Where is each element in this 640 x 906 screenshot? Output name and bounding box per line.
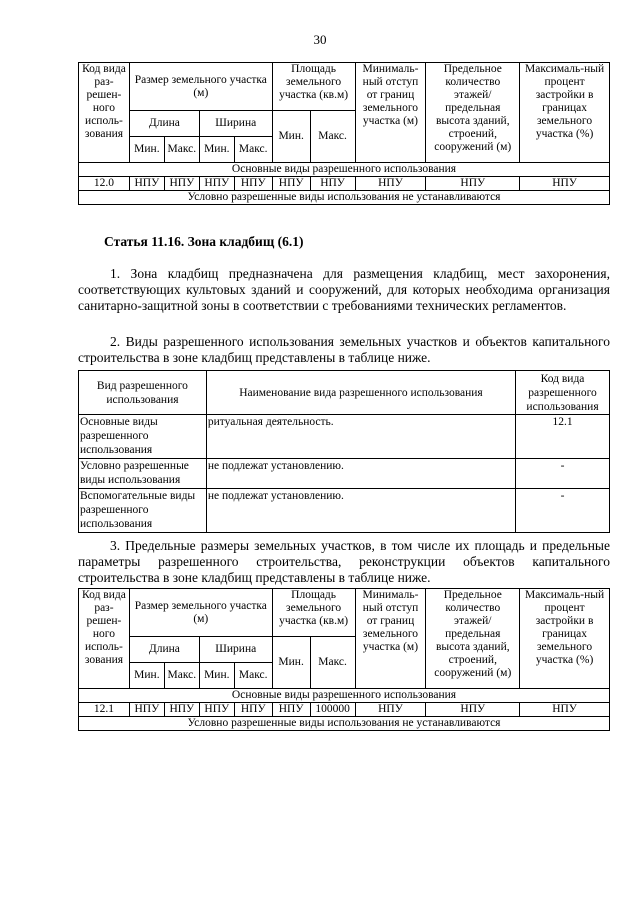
cell-coverage: НПУ: [520, 177, 610, 191]
cell-area-max: НПУ: [310, 177, 355, 191]
width-max-header: Макс.: [234, 663, 272, 689]
length-max-header: Макс.: [164, 663, 199, 689]
indent-header: Минималь-ный отступ от границ земельного участка (м): [355, 589, 426, 689]
width-max-header: Макс.: [234, 137, 272, 163]
table-row: [79, 459, 610, 489]
area-header: Площадь земельного участка (кв.м): [272, 63, 355, 111]
size-header: Размер земельного участка (м): [129, 63, 272, 111]
uses-header-name: Наименование вида разрешенного использования: [206, 371, 515, 415]
floors-header: Предельное количество этажей/ предельная высота зданий, строений, сооружений (м): [426, 589, 520, 689]
table-row: [79, 489, 610, 533]
length-max-header: Макс.: [164, 137, 199, 163]
cell-width-max: НПУ: [234, 177, 272, 191]
cell-coverage: НПУ: [520, 703, 610, 717]
cell-indent: НПУ: [355, 703, 426, 717]
uses-code: -: [516, 489, 610, 533]
length-min-header: Мин.: [129, 663, 164, 689]
table-row: [79, 415, 610, 459]
cell-indent: НПУ: [355, 177, 426, 191]
code-header: Код вида раз-решен-ного исполь-зования: [79, 589, 130, 689]
limits-table-2: [78, 588, 610, 731]
uses-name: не подлежат установлению.: [206, 489, 515, 533]
cell-area-min: НПУ: [272, 703, 310, 717]
length-header: Длина: [129, 637, 199, 663]
width-min-header: Мин.: [199, 137, 234, 163]
table-row: [79, 703, 610, 717]
area-max-header: Макс.: [310, 111, 355, 163]
width-header: Ширина: [199, 637, 272, 663]
paragraph-1: 1. Зона кладбищ предназначена для размещения кладбищ, мест захоронения, соответствующих культовых зданий и сооружений, для которых необходима организация санитарно-защитной зоны в соответствии с требованиями технических регламентов.: [78, 266, 610, 313]
cell-code: 12.1: [79, 703, 130, 717]
coverage-header: Максималь-ный процент застройки в границах земельного участка (%): [520, 589, 610, 689]
cell-area-min: НПУ: [272, 177, 310, 191]
cell-length-max: НПУ: [164, 703, 199, 717]
cell-area-max: 100000: [310, 703, 355, 717]
uses-code: -: [516, 459, 610, 489]
width-header: Ширина: [199, 111, 272, 137]
length-header: Длина: [129, 111, 199, 137]
uses-header-type: Вид разрешенного использования: [79, 371, 207, 415]
width-min-header: Мин.: [199, 663, 234, 689]
cell-code: 12.0: [79, 177, 130, 191]
uses-name: ритуальная деятельность.: [206, 415, 515, 459]
uses-type: Основные виды разрешенного использования: [79, 415, 207, 459]
coverage-header: Максималь-ный процент застройки в границах земельного участка (%): [520, 63, 610, 163]
table-row: [79, 177, 610, 191]
paragraph-2: 2. Виды разрешенного использования земельных участков и объектов капитального строительства в зоне кладбищ представлены в таблице ниже.: [78, 334, 610, 365]
limits-table-1: [78, 62, 610, 205]
indent-header: Минималь-ный отступ от границ земельного участка (м): [355, 63, 426, 163]
floors-header: Предельное количество этажей/ предельная высота зданий, строений, сооружений (м): [426, 63, 520, 163]
length-min-header: Мин.: [129, 137, 164, 163]
main-uses-label: Основные виды разрешенного использования: [79, 163, 610, 177]
main-uses-label: Основные виды разрешенного использования: [79, 689, 610, 703]
area-min-header: Мин.: [272, 111, 310, 163]
uses-code: 12.1: [516, 415, 610, 459]
cell-length-max: НПУ: [164, 177, 199, 191]
cell-width-min: НПУ: [199, 177, 234, 191]
cell-length-min: НПУ: [129, 177, 164, 191]
cell-length-min: НПУ: [129, 703, 164, 717]
area-max-header: Макс.: [310, 637, 355, 689]
conditional-uses-label: Условно разрешенные виды использования не устанавливаются: [79, 717, 610, 731]
paragraph-3: 3. Предельные размеры земельных участков, в том числе их площадь и предельные параметры разрешенного строительства, реконструкции объектов капитального строительства в зоне кладбищ представлены в таблице ниже.: [78, 538, 610, 585]
cell-width-max: НПУ: [234, 703, 272, 717]
area-header: Площадь земельного участка (кв.м): [272, 589, 355, 637]
conditional-uses-label: Условно разрешенные виды использования не устанавливаются: [79, 191, 610, 205]
uses-name: не подлежат установлению.: [206, 459, 515, 489]
uses-type: Вспомогательные виды разрешенного использования: [79, 489, 207, 533]
area-min-header: Мин.: [272, 637, 310, 689]
uses-header-code: Код вида разрешенного использования: [516, 371, 610, 415]
size-header: Размер земельного участка (м): [129, 589, 272, 637]
cell-floors: НПУ: [426, 703, 520, 717]
cell-floors: НПУ: [426, 177, 520, 191]
uses-table: [78, 370, 610, 533]
page-number: 30: [313, 32, 327, 47]
cell-width-min: НПУ: [199, 703, 234, 717]
uses-type: Условно разрешенные виды использования: [79, 459, 207, 489]
article-heading: Статья 11.16. Зона кладбищ (6.1): [104, 234, 304, 249]
code-header: Код вида раз-решен-ного исполь-зования: [79, 63, 130, 163]
